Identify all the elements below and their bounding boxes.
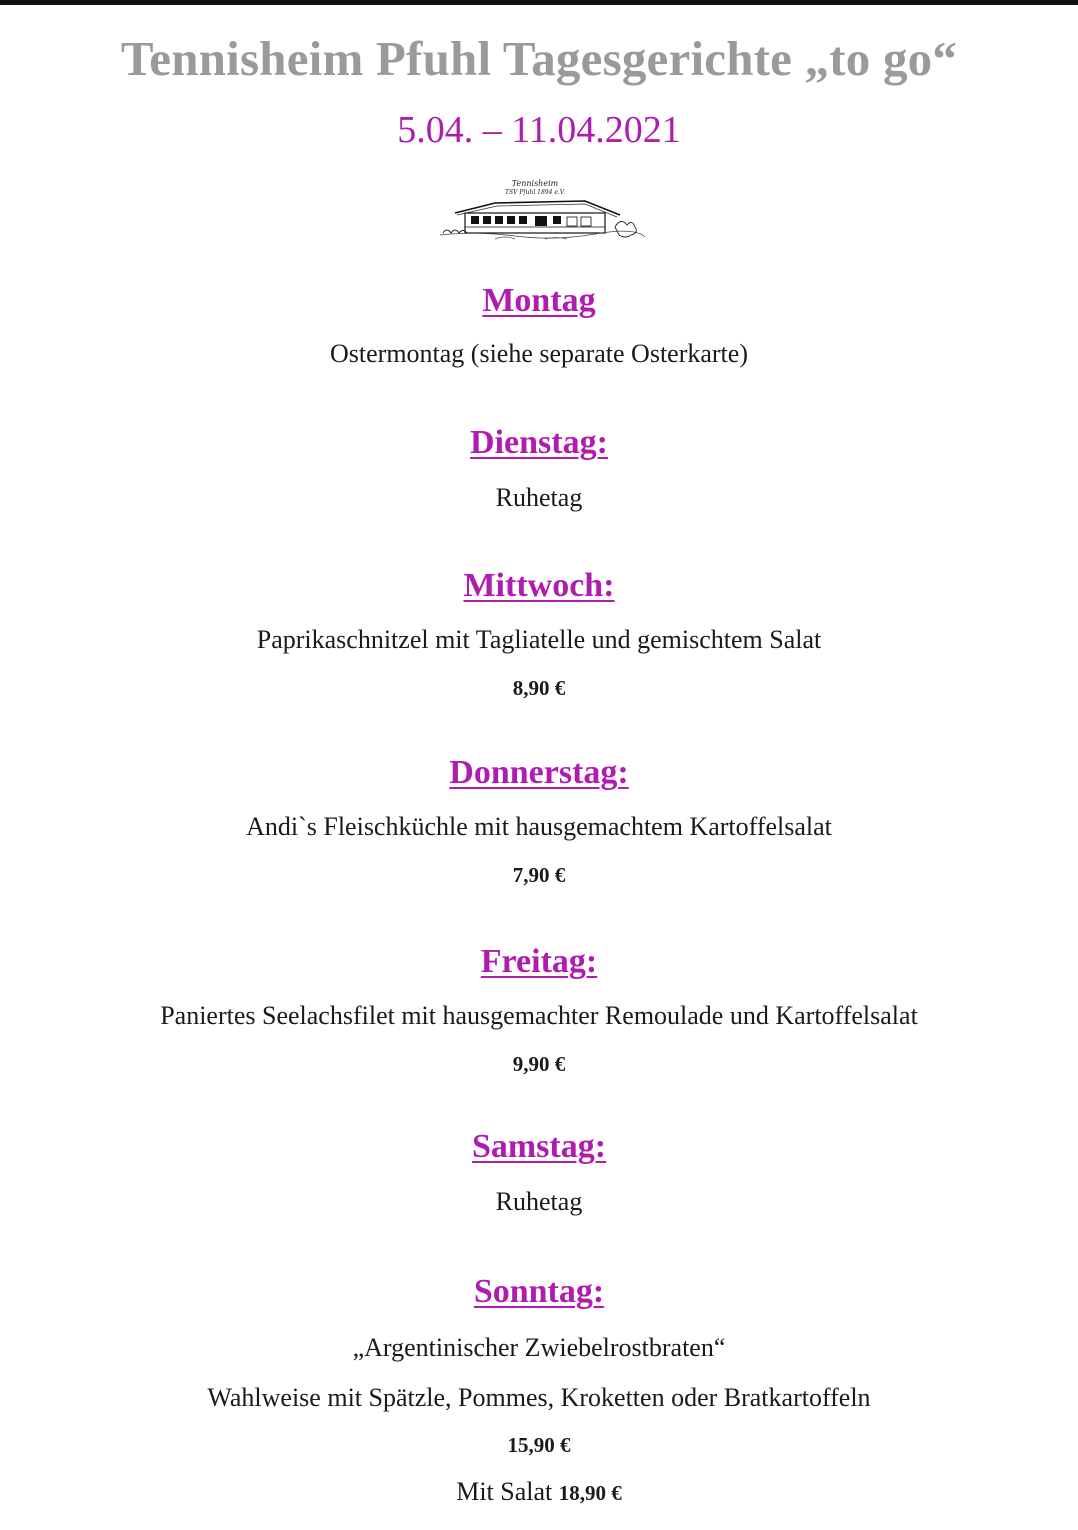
page-title: Tennisheim Pfuhl Tagesgerichte „to go“: [120, 31, 958, 86]
dish-montag: Ostermontag (siehe separate Osterkarte): [330, 339, 748, 368]
price-freitag: 9,90 €: [512, 1052, 566, 1076]
dish-mittwoch: Paprikaschnitzel mit Tagliatelle und gemischtem Salat: [256, 625, 822, 654]
price-sonntag: 15,90 €: [507, 1433, 571, 1457]
dish-dienstag: Ruhetag: [495, 483, 583, 512]
logo-line-2: TSV Pfuhl 1894 e.V.: [505, 189, 565, 196]
salad-price-line: [0, 1477, 1078, 1507]
date-range: 5.04. – 11.04.2021: [397, 109, 681, 151]
day-heading-mittwoch: Mittwoch:: [463, 567, 615, 604]
day-heading-samstag: Samstag:: [471, 1128, 607, 1165]
dish-freitag: Paniertes Seelachsfilet mit hausgemachter Remoulade und Kartoffelsalat: [160, 1001, 918, 1030]
price-donnerstag: 7,90 €: [512, 863, 566, 887]
day-heading-montag: Montag: [482, 282, 596, 319]
dish-options-sonntag: Wahlweise mit Spätzle, Pommes, Kroketten oder Bratkartoffeln: [207, 1383, 871, 1412]
day-heading-sonntag: Sonntag:: [473, 1273, 605, 1310]
day-heading-freitag: Freitag:: [480, 943, 598, 980]
dish-sonntag: „Argentinischer Zwiebelrostbraten“: [352, 1333, 726, 1362]
day-heading-donnerstag: Donnerstag:: [449, 754, 629, 791]
top-border: [0, 0, 1078, 5]
day-heading-dienstag: Dienstag:: [470, 424, 608, 461]
dish-donnerstag: Andi`s Fleischküchle mit hausgemachtem Kartoffelsalat: [246, 812, 832, 841]
salad-price: 18,90 €: [558, 1481, 622, 1505]
price-mittwoch: 8,90 €: [512, 676, 566, 700]
logo-line-1: Tennisheim: [511, 179, 559, 188]
dish-samstag: Ruhetag: [495, 1187, 583, 1216]
clubhouse-sketch-icon: [435, 175, 650, 247]
salad-label: Mit Salat: [456, 1477, 553, 1506]
